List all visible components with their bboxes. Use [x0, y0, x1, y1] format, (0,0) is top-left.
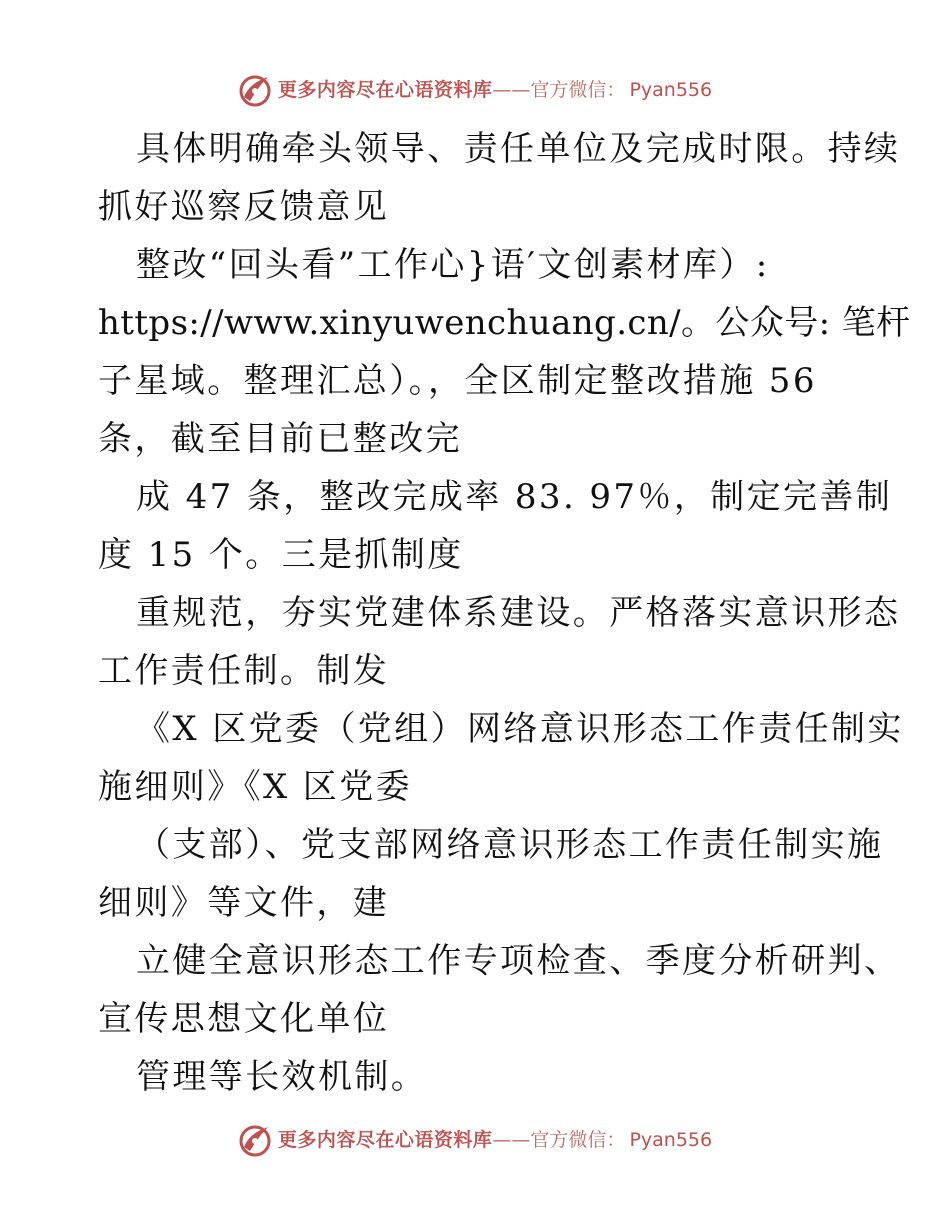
text-line: 立健全意识形态工作专项检查、季度分析研判、: [136, 941, 901, 981]
text-line: 施细则》《X 区党委: [98, 767, 413, 807]
ink-pen-logo-icon: [238, 73, 272, 107]
footer-wechat-id: Pyan556: [629, 1128, 713, 1151]
text-line: 成 47 条，整改完成率 83. 97％，制定完善制: [136, 477, 893, 517]
text-line: 《X 区党委（党组）网络意识形态工作责任制实: [136, 709, 904, 749]
text-line: 子星域。整理汇总）。，全区制定整改措施 56: [98, 361, 817, 401]
text-line: 度 15 个。三是抓制度: [98, 535, 464, 575]
text-line-url: https://www.xinyuwenchuang.cn/。公众号: 笔杆: [98, 303, 911, 343]
header-site-name: 更多内容尽在心语资料库: [277, 78, 493, 101]
header-watermark: [0, 70, 950, 110]
text-line: 条，截至目前已整改完: [98, 419, 462, 459]
text-line: 工作责任制。制发: [98, 651, 390, 691]
header-separator: ——: [492, 78, 531, 101]
footer-wechat-label: 官方微信：: [530, 1128, 626, 1151]
footer-separator: ——: [492, 1128, 531, 1151]
header-wechat-label: 官方微信：: [530, 78, 626, 101]
text-line: 整改“回头看”工作心}语′文创素材库）:: [136, 245, 770, 285]
ink-pen-logo-icon: [238, 1123, 272, 1157]
footer-watermark: [0, 1120, 950, 1160]
text-line: 管理等长效机制。: [136, 1057, 428, 1097]
text-line: 抓好巡察反馈意见: [98, 187, 390, 227]
text-line: 重规范，夯实党建体系建设。严格落实意识形态: [136, 593, 901, 633]
header-wechat-id: Pyan556: [629, 78, 713, 101]
text-line: 具体明确牵头领导、责任单位及完成时限。持续: [136, 129, 901, 169]
text-line: 宣传思想文化单位: [98, 999, 390, 1039]
text-line: 细则》等文件，建: [98, 883, 390, 923]
text-line: （支部）、党支部网络意识形态工作责任制实施: [136, 825, 884, 865]
footer-site-name: 更多内容尽在心语资料库: [277, 1128, 493, 1151]
document-body: [98, 120, 911, 1106]
